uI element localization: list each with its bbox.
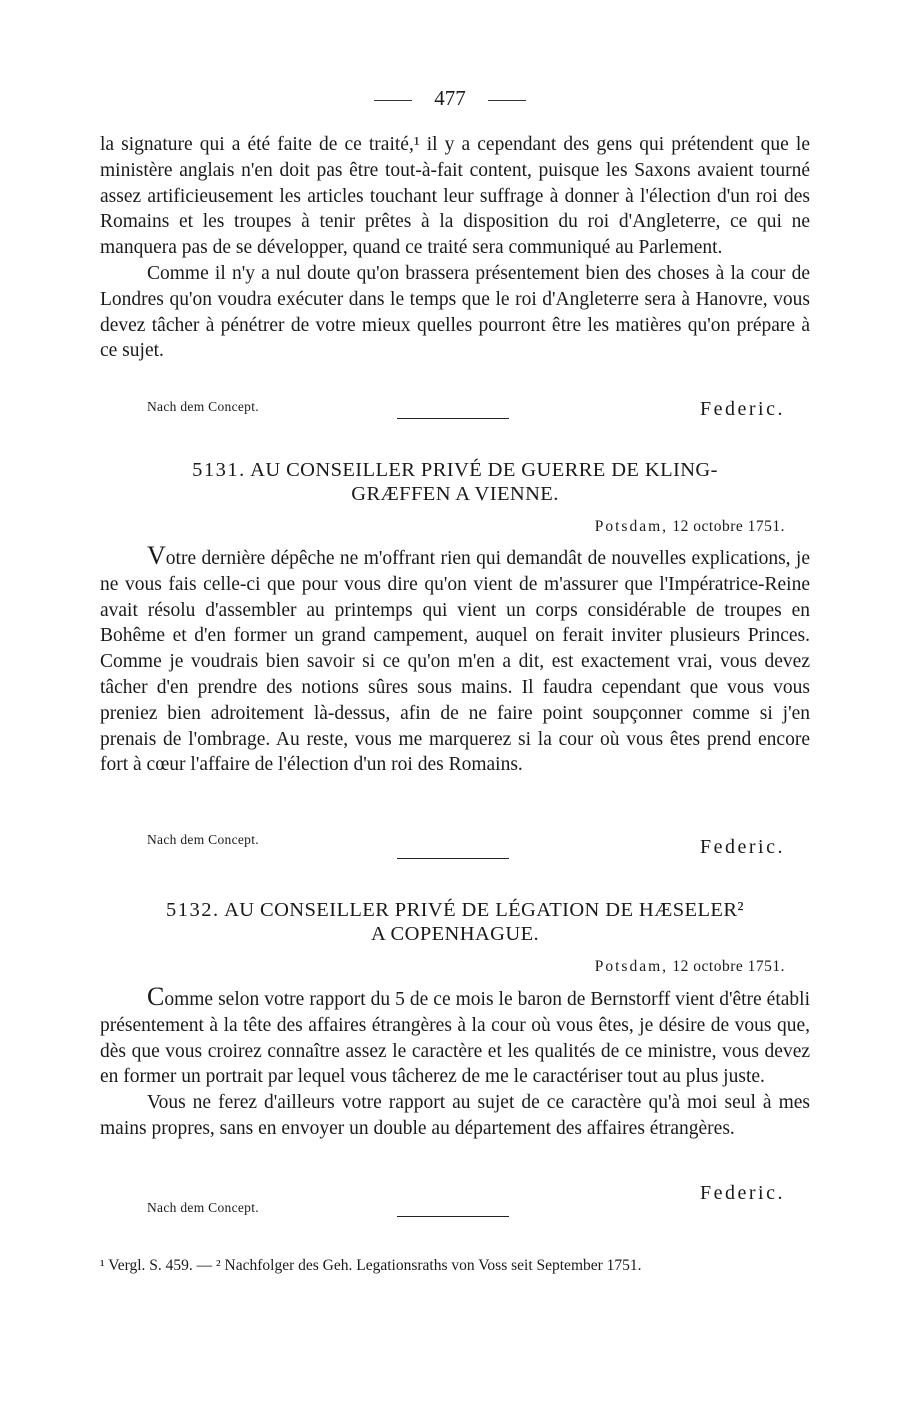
heading-line-1: AU CONSEILLER PRIVÉ DE GUERRE DE KLING-	[250, 459, 718, 481]
letter-body-text: otre dernière dépêche ne m'offrant rien qui demandât de nouvelles explications, je ne vous fais celle-ci que pour vous dire qu'on vient de m'assurer que l'Impératrice-Reine avait résolu d'assembler au printemps qui vient un corps considérable de troupes en Bohême et d'en former un grand campement, auquel on ferait inviter plusieurs Princes. Comme je voudrais bien savoir si ce qu'on m'en a dit, est exactement vrai, vous devez tâcher d'en prendre des notions sûres sous mains. Il faudra cependant que vous vous preniez bien adroitement là-dessus, afin de ne faire point soupçonner comme si j'en prenais de l'ombrage. Au reste, vous me marquerez si la cour où vous êtes prend encore fort à cœur l'affaire de l'élection d'un roi des Romains.	[100, 548, 810, 776]
heading-line-2: GRÆFFEN A VIENNE.	[351, 483, 559, 505]
page-number: 477	[434, 86, 466, 110]
letter-heading-5132	[100, 898, 810, 946]
source-note: Nach dem Concept.	[147, 1200, 259, 1215]
dateline-date: 12 octobre 1751.	[672, 518, 785, 535]
header-dash-left	[374, 100, 412, 101]
continuation-paragraph-1: la signature qui a été faite de ce traité,¹ il y a cependant des gens qui prétendent que le ministère anglais n'en doit pas être tout-à-fait content, puisque les Saxons avaient tourné assez artificieusement les articles touchant leur suffrage à donner à l'élection d'un roi des Romains et les troupes à tenir prêtes à la disposition du roi d'Angleterre, ce qui ne manquera pas de se développer, quand ce traité sera communiqué au Parlement.	[100, 134, 810, 259]
dateline-place: Potsdam,	[594, 958, 669, 975]
dateline	[595, 518, 785, 536]
letter-body-text: omme selon votre rapport du 5 de ce mois le baron de Bernstorff vient d'être établi présentement à la tête des affaires étrangères à la cour où vous êtes, je désire de vous que, dès que vous croirez connaître assez le caractère et les qualités de ce ministre, vous devez en former un portrait par lequel vous tâcherez de me le caractériser tout au plus juste.	[100, 989, 810, 1088]
source-note: Nach dem Concept.	[147, 399, 259, 414]
dateline-place: Potsdam,	[594, 518, 669, 535]
initial-letter: V	[147, 541, 166, 570]
letter-body-paragraph-2: Vous ne ferez d'ailleurs votre rapport au sujet de ce caractère qu'à moi seul à mes mains propres, sans en envoyer un double au département des affaires étrangères.	[100, 1092, 810, 1139]
letter-heading-5131	[100, 458, 810, 506]
separator-rule	[397, 418, 509, 419]
letter-number: 5131.	[192, 459, 246, 481]
footnotes: ¹ Vergl. S. 459. — ² Nachfolger des Geh. Legationsraths von Voss seit September 1751.	[100, 1257, 642, 1274]
separator-rule	[397, 858, 509, 859]
signature: Federic.	[700, 398, 785, 420]
source-note: Nach dem Concept.	[147, 832, 259, 847]
dateline-date: 12 octobre 1751.	[672, 958, 785, 975]
header-dash-right	[488, 100, 526, 101]
letter-body-5132	[100, 984, 810, 1142]
signature: Federic.	[700, 1182, 785, 1204]
heading-line-1: AU CONSEILLER PRIVÉ DE LÉGATION DE HÆSELER²	[224, 899, 744, 921]
letter-body-5131	[100, 543, 810, 778]
continuation-text	[100, 132, 810, 364]
initial-letter: C	[147, 982, 165, 1011]
signature: Federic.	[700, 836, 785, 858]
letter-number: 5132.	[166, 899, 220, 921]
page-header	[0, 86, 900, 111]
separator-rule	[397, 1216, 509, 1217]
heading-line-2: A COPENHAGUE.	[370, 923, 540, 945]
continuation-paragraph-2: Comme il n'y a nul doute qu'on brassera présentement bien des choses à la cour de Londres qu'on voudra exécuter dans le temps que le roi d'Angleterre sera à Hanovre, vous devez tâcher à pénétrer de votre mieux quelles pourront être les matières qu'on prépare à ce sujet.	[100, 262, 810, 362]
dateline	[595, 958, 785, 976]
